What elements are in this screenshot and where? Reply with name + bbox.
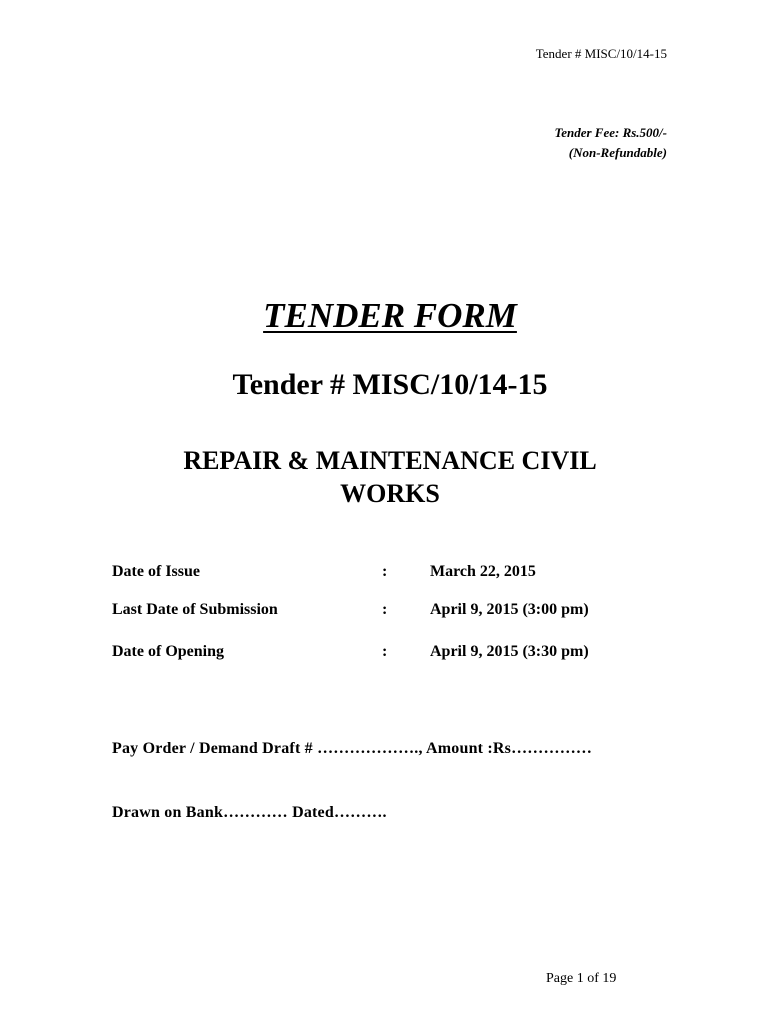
last-date-submission-label: Last Date of Submission <box>112 601 278 618</box>
date-of-opening-label: Date of Opening <box>112 643 224 660</box>
work-title-line-2: WORKS <box>340 479 440 508</box>
date-of-opening-value: April 9, 2015 (3:30 pm) <box>430 643 589 660</box>
work-title-line-1: REPAIR & MAINTENANCE CIVIL <box>183 446 597 475</box>
date-of-opening-separator: : <box>382 643 388 660</box>
drawn-on-bank-line: Drawn on Bank………… Dated………. <box>112 804 387 821</box>
last-date-submission-separator: : <box>382 601 388 618</box>
date-of-opening-row <box>112 643 672 665</box>
last-date-submission-value: April 9, 2015 (3:00 pm) <box>430 601 589 618</box>
page-number: Page 1 of 19 <box>546 971 617 986</box>
date-of-issue-separator: : <box>382 563 388 580</box>
last-date-submission-row <box>112 601 672 623</box>
tender-fee-note: (Non-Refundable) <box>568 145 667 160</box>
pay-order-line: Pay Order / Demand Draft # ………………., Amount :Rs…………… <box>112 740 593 757</box>
tender-fee-block <box>554 123 667 163</box>
work-title <box>0 444 770 510</box>
date-of-issue-value: March 22, 2015 <box>430 563 536 580</box>
tender-fee-amount: Tender Fee: Rs.500/- <box>554 125 667 140</box>
header-reference: Tender # MISC/10/14-15 <box>535 46 667 61</box>
tender-number: Tender # MISC/10/14-15 <box>232 368 548 401</box>
date-of-issue-label: Date of Issue <box>112 563 200 580</box>
document-title: TENDER FORM <box>263 296 517 335</box>
date-of-issue-row <box>112 563 672 585</box>
